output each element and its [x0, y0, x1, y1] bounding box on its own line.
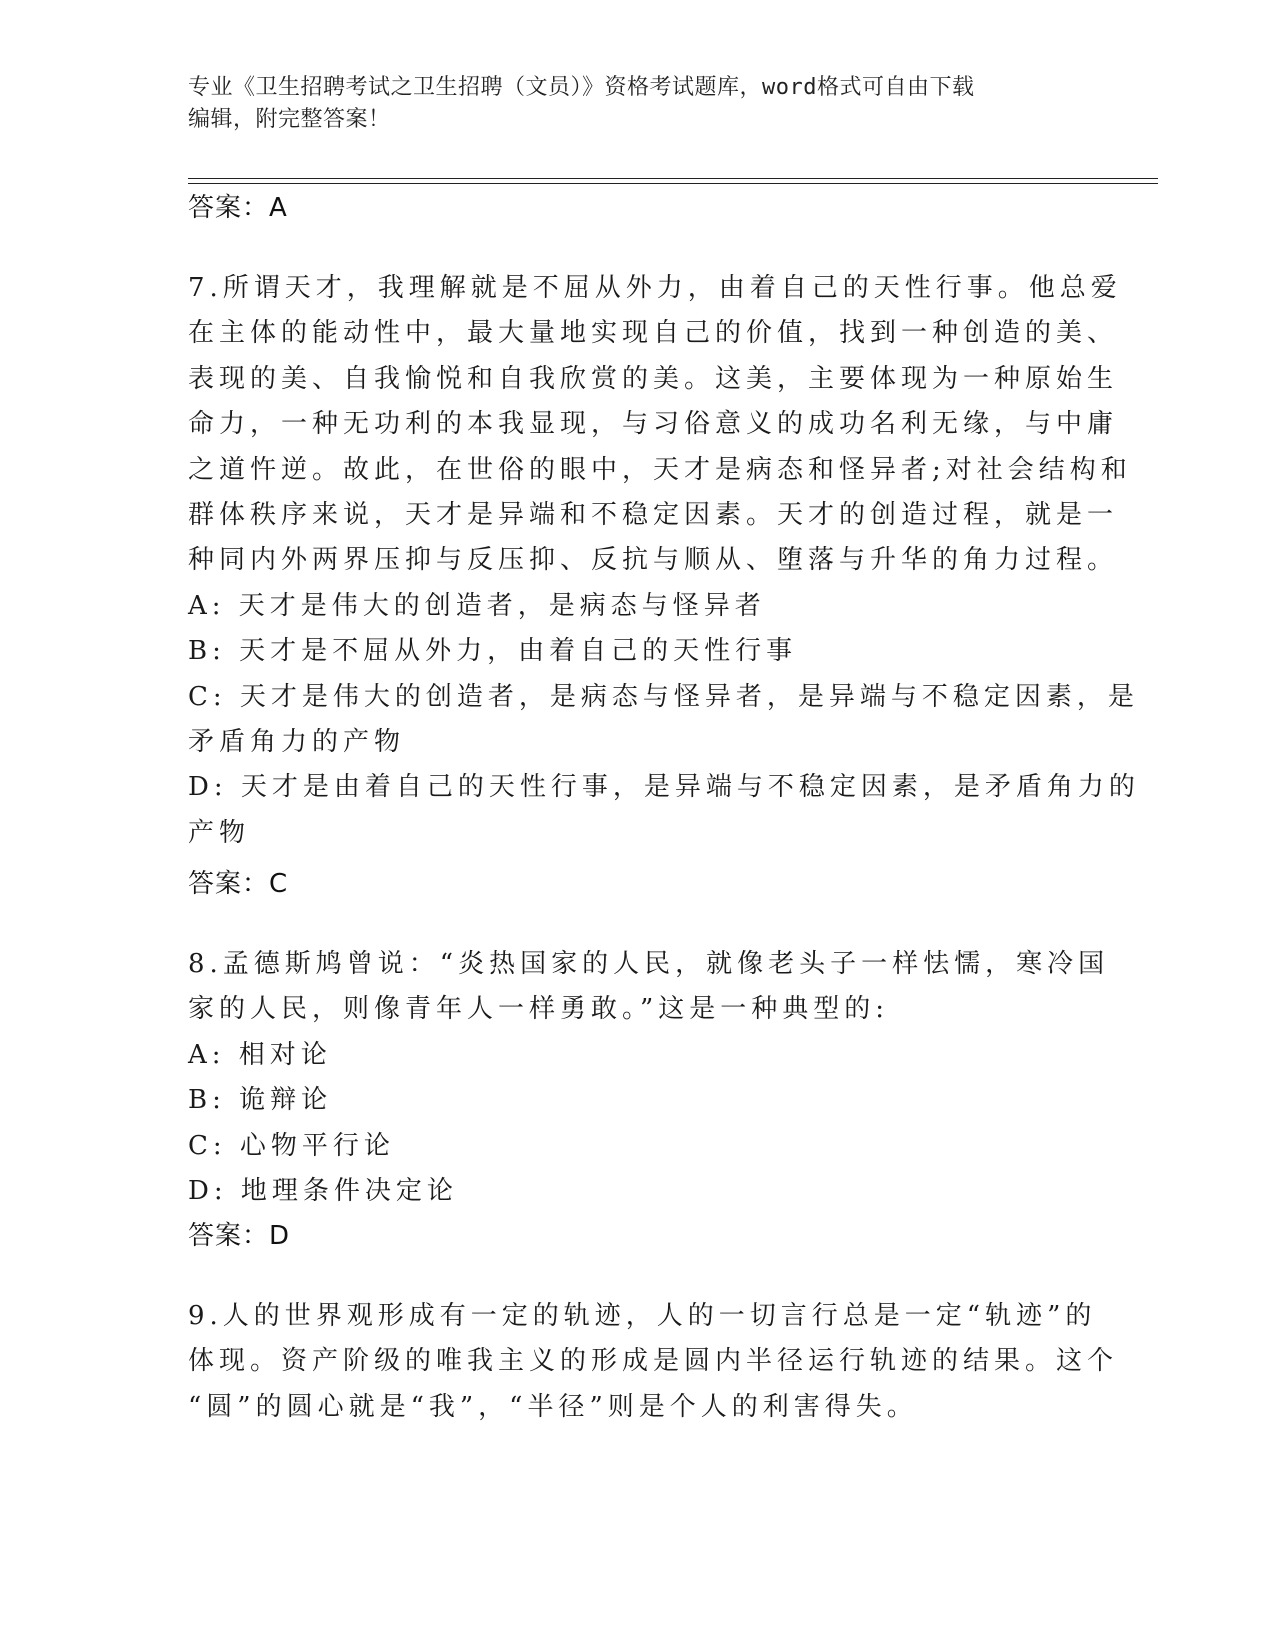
answer-line: 答案：C — [188, 869, 289, 899]
question-9 — [188, 1294, 1119, 1430]
option-b: B: 天才是不屈从外力，由着自己的天性行事 — [188, 636, 798, 667]
header-line: 专业《卫生招聘考试之卫生招聘（文员）》资格考试题库，word格式可自由下载 — [188, 75, 975, 100]
question-text-line: 7.所谓天才，我理解就是不屈从外力，由着自己的天性行事。他总爱 — [188, 273, 1122, 303]
question-text-line: 之道忤逆。故此，在世俗的眼中，天才是病态和怪异者;对社会结构和 — [188, 454, 1132, 485]
option-d-continued: 产物 — [188, 817, 251, 848]
header-line: 编辑，附完整答案！ — [188, 107, 391, 132]
option-a: A: 相对论 — [188, 1039, 332, 1070]
question-text-line: 9.人的世界观形成有一定的轨迹，人的一切言行总是一定“轨迹”的 — [188, 1301, 1097, 1331]
option-b: B: 诡辩论 — [188, 1085, 333, 1116]
header-divider — [188, 178, 1158, 179]
option-d: D: 天才是由着自己的天性行事，是异端与不稳定因素，是矛盾角力的 — [188, 772, 1140, 803]
option-c: C: 心物平行论 — [188, 1130, 395, 1161]
question-text-line: 家的人民，则像青年人一样勇敢。”这是一种典型的: — [188, 994, 890, 1025]
question-text-line: 群体秩序来说，天才是异端和不稳定因素。天才的创造过程，就是一 — [188, 500, 1119, 531]
option-d: D: 地理条件决定论 — [188, 1176, 458, 1207]
question-7 — [188, 266, 1140, 856]
question-text-line: 命力，一种无功利的本我显现，与习俗意义的成功名利无缘，与中庸 — [188, 409, 1119, 440]
question-text-line: 体现。资产阶级的唯我主义的形成是圆内半径运行轨迹的结果。这个 — [188, 1346, 1119, 1377]
answer-line: 答案：D — [188, 1221, 291, 1251]
answer-line: 答案：A — [188, 193, 288, 223]
question-text-line: 表现的美、自我愉悦和自我欣赏的美。这美，主要体现为一种原始生 — [188, 363, 1119, 394]
document-header — [188, 72, 1068, 136]
question-text-line: 8.孟德斯鸠曾说：“炎热国家的人民，就像老头子一样怯懦，寒冷国 — [188, 949, 1110, 979]
option-c-continued: 矛盾角力的产物 — [188, 727, 406, 758]
question-text-line: “圆”的圆心就是“我”，“半径”则是个人的利害得失。 — [188, 1391, 918, 1422]
question-8 — [188, 942, 1110, 1214]
option-a: A: 天才是伟大的创造者，是病态与怪异者 — [188, 590, 766, 621]
option-c: C: 天才是伟大的创造者，是病态与怪异者，是异端与不稳定因素，是 — [188, 681, 1139, 712]
header-divider — [188, 183, 1158, 184]
question-text-line: 种同内外两界压抑与反压抑、反抗与顺从、堕落与升华的角力过程。 — [188, 545, 1119, 576]
question-text-line: 在主体的能动性中，最大量地实现自己的价值，找到一种创造的美、 — [188, 318, 1119, 349]
